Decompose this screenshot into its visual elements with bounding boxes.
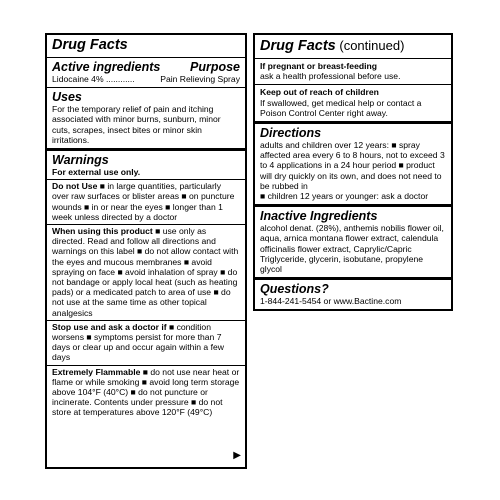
uses-section: [47, 88, 245, 151]
pregnant-label: If pregnant or breast-feeding: [260, 61, 377, 71]
questions-section: [255, 280, 451, 309]
keep-out-label: Keep out of reach of children: [260, 87, 379, 98]
do-not-use-label: Do not Use: [52, 181, 98, 192]
continue-arrow-icon: ▶: [233, 450, 241, 461]
drug-facts-panel: [45, 33, 247, 469]
active-purpose: Pain Relieving Spray: [160, 74, 240, 84]
warnings-heading: Warnings: [52, 153, 109, 168]
continued-title-main: Drug Facts: [260, 38, 336, 54]
keep-out-section: [255, 85, 451, 124]
stop-use-text: ■ condition worsens ■ symptoms persist for more than 7 days or clear up and occur again within a few days: [52, 321, 224, 363]
divider: [47, 320, 245, 321]
external-use-text: For external use only.: [52, 167, 141, 178]
when-using-label: When using this product: [52, 226, 153, 237]
uses-heading: Uses: [52, 90, 82, 105]
directions-section: [255, 124, 451, 207]
when-using-paragraph: [52, 226, 240, 318]
continued-title-suffix: (continued): [335, 38, 405, 53]
inactive-ingredients-section: [255, 207, 451, 280]
when-using-text: ■ use only as directed. Read and follow all directions and warnings on this label ■ do not allow contact with the eyes and mucous membranes ■ avoid spraying on face ■ avoid inhalation of spray ■ do not bandage or apply local heat (such as heating pads) or a medicated patch to area of use ■ do not use at the same time as other topical analgesics: [52, 226, 239, 318]
questions-text: 1-844-241-5454 or www.Bactine.com: [260, 296, 402, 307]
active-ingredients-header: [52, 60, 240, 74]
divider: [47, 224, 245, 225]
divider: [47, 179, 245, 180]
stop-use-paragraph: [52, 322, 240, 363]
active-ingredients-section: [47, 58, 245, 88]
continued-title: [260, 37, 446, 55]
directions-heading: Directions: [260, 126, 322, 141]
flammable-paragraph: [52, 367, 240, 418]
inactive-ingredients-heading: Inactive Ingredients: [260, 209, 378, 224]
drug-facts-title: Drug Facts: [52, 37, 128, 53]
warnings-section: [47, 151, 245, 421]
continued-title-section: [255, 35, 451, 59]
flammable-label: Extremely Flammable: [52, 366, 141, 377]
active-ingredient-row: [52, 74, 240, 84]
divider: [47, 365, 245, 366]
keep-out-text: If swallowed, get medical help or contact a Poison Control Center right away.: [260, 97, 422, 118]
stop-use-label: Stop use and ask a doctor if: [52, 321, 167, 332]
drug-facts-title-section: [47, 35, 245, 58]
do-not-use-text: ■ in large quantities, particularly over raw surfaces or blister areas ■ on puncture wounds ■ in or near the eyes ■ longer than 1 week unless directed by a doctor: [52, 181, 235, 222]
uses-text: For the temporary relief of pain and itching associated with minor burns, sunburn, minor cuts, scrapes, insect bites or minor skin irritations.: [52, 104, 221, 145]
inactive-ingredients-text: alcohol denat. (28%), anthemis nobilis flower oil, aqua, arnica montana flower extract, calendula officinalis flower extract, Caprylic/Capric Triglyceride, glycerin, isobutane, propylene glycol: [260, 223, 444, 275]
active-ingredients-heading: Active ingredients: [52, 60, 161, 74]
do-not-use-paragraph: [52, 181, 240, 222]
directions-text-1: adults and children over 12 years: ■ spray affected area every 6 to 8 hours, not to exceed 3 to 4 applications in a 24 hour period ■ product will dry quickly on its own, and does not need to be rubbed in: [260, 140, 445, 191]
questions-heading: Questions?: [260, 282, 329, 297]
pregnant-text: ask a health professional before use.: [260, 71, 401, 82]
flammable-text: ■ do not use near heat or flame or while smoking ■ avoid long term storage above 104°F (40°C) ■ do not puncture or incinerate. Contents under pressure ■ do not store at temperatures above 120°F (49°C): [52, 366, 240, 418]
pregnant-section: [255, 59, 451, 85]
directions-text-2: ■ children 12 years or younger: ask a doctor: [260, 191, 429, 202]
purpose-heading: Purpose: [189, 60, 240, 74]
drug-facts-continued-panel: [253, 33, 453, 311]
active-ingredient: Lidocaine 4% ............: [52, 74, 135, 84]
